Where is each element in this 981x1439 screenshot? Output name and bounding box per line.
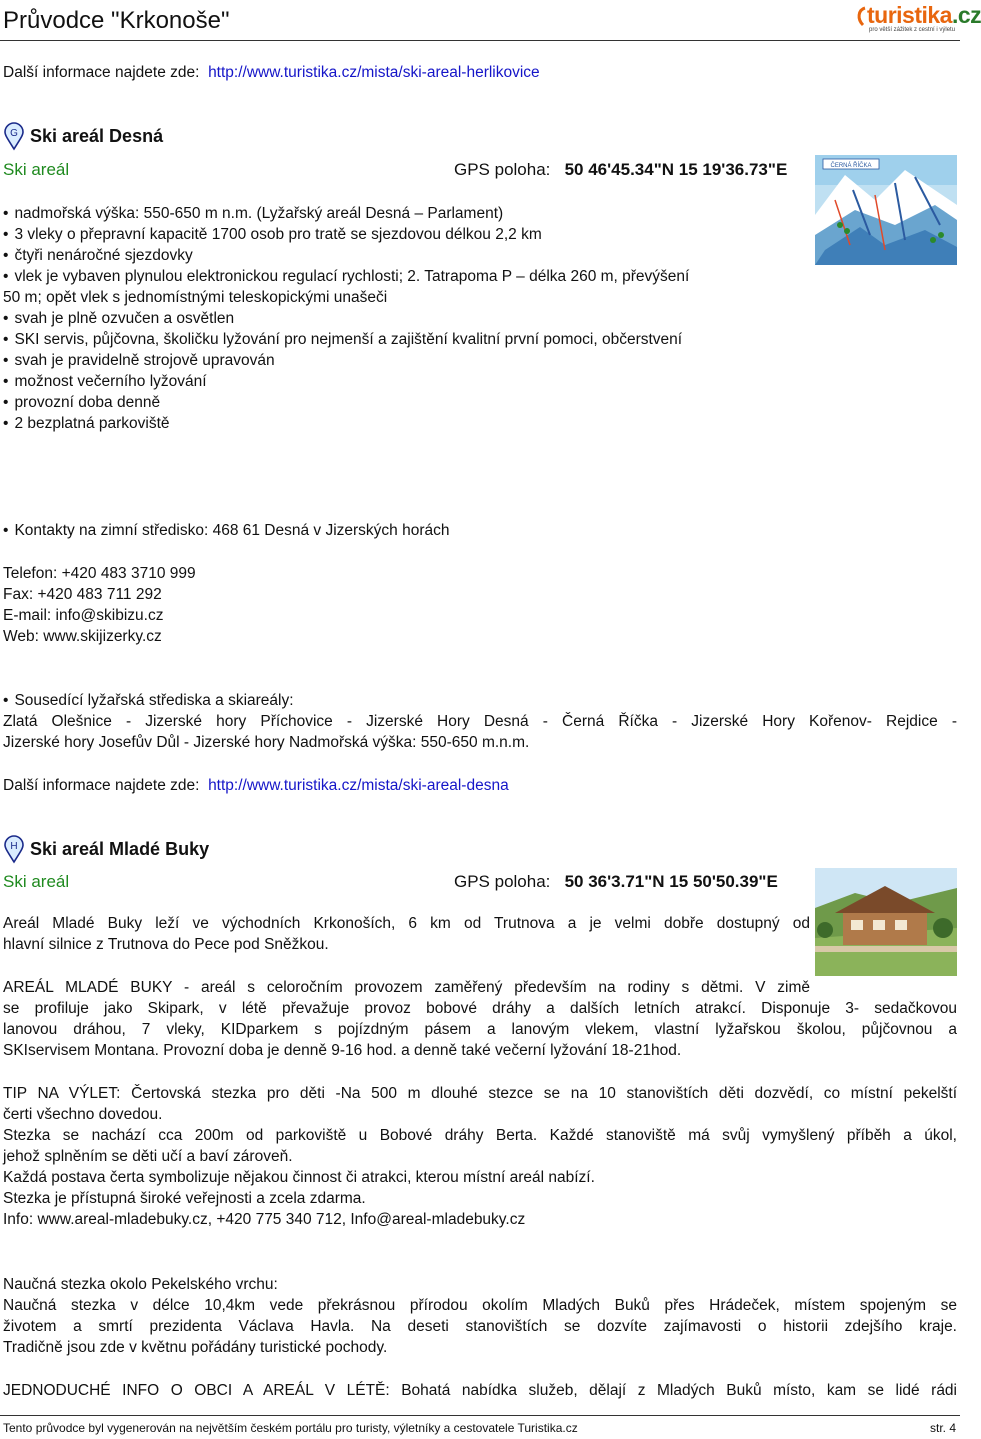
neighbors-heading: • Sousedící lyžařská střediska a skiareály: — [3, 690, 294, 711]
tip-line: jehož splněním se děti učí a baví zároveň. — [3, 1148, 293, 1165]
buky-paragraph-line: AREÁL MLADÉ BUKY - areál s celoročním provozem zaměřený především na rodiny s dětmi. V zimě — [3, 979, 810, 996]
pin-letter: G — [10, 128, 18, 139]
tip-line: TIP NA VÝLET: Čertovská stezka pro děti -Na 500 m dlouhé stezce se na 10 stanovištích děti dozvědí, co místní pekelští — [3, 1085, 957, 1102]
tip-line: Každá postava čerta symbolizuje nějakou činnost či atrakci, kterou místní areál nabízí. — [3, 1169, 595, 1186]
document-title: Průvodce "Krkonoše" — [3, 7, 230, 34]
more-info-desna: Další informace najdete zde: http://www.turistika.cz/mista/ski-areal-desna — [3, 777, 509, 794]
category-label: Ski areál — [3, 872, 70, 891]
gps-position: GPS poloha: 50 36'3.71"N 15 50'50.39"E — [454, 872, 778, 891]
buky-intro-line: hlavní silnice z Trutnova do Pece pod Sněžkou. — [3, 936, 329, 953]
section-title: Ski areál Mladé Buky — [30, 839, 210, 859]
list-item: • svah je plně ozvučen a osvětlen — [3, 308, 234, 329]
page-number: str. 4 — [929, 1421, 956, 1435]
turistika-logo[interactable] — [855, 2, 981, 36]
summer-info-line: JEDNODUCHÉ INFO O OBCI A AREÁL V LÉTĚ: Bohatá nabídka služeb, dělají z Mladých Buků místo, kam se lidé rádi — [3, 1382, 957, 1399]
neighbors-line: Zlatá Olešnice - Jizerské hory Příchovice - Jizerské Hory Desná - Černá Říčka - Jizerské Hory Kořenov- Rejdice - — [3, 713, 957, 730]
desna-ski-map-image — [815, 155, 957, 265]
list-item: • vlek je vybaven plynulou elektronickou regulací rychlosti; 2. Tatrapoma P – délka 260 m, převýšení — [3, 266, 689, 287]
list-item: • 3 vleky o přepravní kapacitě 1700 osob pro tratě se sjezdovou délkou 2,2 km — [3, 224, 542, 245]
contact-email: E-mail: info@skibizu.cz — [3, 607, 164, 624]
trail-heading: Naučná stezka okolo Pekelského vrchu: — [3, 1276, 278, 1293]
herlikovice-link[interactable]: http://www.turistika.cz/mista/ski-areal-herlikovice — [208, 64, 540, 81]
logo-tagline: pro větší zážitek z cestní i výletu — [869, 27, 956, 33]
list-item: • nadmořská výška: 550-650 m n.m. (Lyžařský areál Desná – Parlament) — [3, 203, 503, 224]
footer-text: Tento průvodce byl vygenerován na největším českém portálu pro turisty, výletníky a cestovatele Turistika.cz — [3, 1421, 578, 1435]
section-title: Ski areál Desná — [30, 126, 164, 146]
page-header — [0, 0, 981, 41]
list-item: • svah je pravidelně strojově upravován — [3, 350, 275, 371]
pin-letter: H — [10, 841, 18, 852]
buky-intro-line: Areál Mladé Buky leží ve východních Krkonoších, 6 km od Trutnova a je velmi dobře dostupný od — [3, 915, 810, 932]
mlade-buky-photo — [815, 868, 957, 976]
buky-paragraph-line: se profiluje jako Skipark, v létě převažuje provoz bobové dráhy a dalších letních atrakcí. Disponuje 3- sedačkovou — [3, 1000, 957, 1017]
map-pin-h-icon — [3, 835, 25, 863]
buky-paragraph-line: SKIservisem Montana. Provozní doba je denně 9-16 hod. a denně také večerní lyžování 18-21hod. — [3, 1042, 682, 1059]
tip-line: Stezka se nachází cca 200m od parkoviště u Bobové dráhy Berta. Každé stanoviště má svůj vymyšlený příběh a úkol, — [3, 1127, 957, 1144]
contact-fax: Fax: +420 483 711 292 — [3, 586, 162, 603]
page-footer — [0, 1415, 960, 1437]
desna-link[interactable]: http://www.turistika.cz/mista/ski-areal-desna — [208, 777, 509, 794]
map-label: ČERNÁ ŘÍČKA — [830, 163, 872, 169]
tip-line: čerti všechno dovedou. — [3, 1106, 163, 1123]
category-label: Ski areál — [3, 160, 70, 179]
gps-position: GPS poloha: 50 46'45.34"N 15 19'36.73"E — [454, 160, 788, 179]
neighbors-line: Jizerské hory Josefův Důl - Jizerské hory Nadmořská výška: 550-650 m.n.m. — [3, 734, 530, 751]
trail-line: Naučná stezka v délce 10,4km vede překrásnou přírodou okolím Mladých Buků přes Hrádeček, místem spojeným se — [3, 1297, 957, 1314]
tip-line: Stezka je přístupná široké veřejnosti a zcela zdarma. — [3, 1190, 366, 1207]
trail-line: životem a smrtí prezidenta Václava Havla. Na deseti stanovištích se dozvíte zajímavosti o historii zdejšího kraje. — [3, 1318, 957, 1335]
logo-wordmark: turistika.cz — [867, 2, 981, 28]
buky-paragraph-line: lanovou dráhou, 7 vleky, KIDparkem s pojízdným pásem a lanovým vlekem, vlastní lyžařskou školou, půjčovnou a — [3, 1021, 957, 1038]
list-item-continuation: 50 m; opět vlek s jednomístnými teleskopickými unašeči — [3, 289, 388, 306]
list-item: • 2 bezplatná parkoviště — [3, 413, 170, 434]
list-item: • SKI servis, půjčovna, školičku lyžování pro nejmenší a zajištění kvalitní první pomoci, občerstvení — [3, 329, 682, 350]
trail-line: Tradičně jsou zde v květnu pořádány turistické pochody. — [3, 1339, 388, 1356]
map-pin-g-icon — [3, 122, 25, 150]
list-item: • možnost večerního lyžování — [3, 371, 207, 392]
tip-line: Info: www.areal-mladebuky.cz, +420 775 340 712, Info@areal-mladebuky.cz — [3, 1211, 526, 1228]
contact-web: Web: www.skijizerky.cz — [3, 628, 162, 645]
contacts-heading: • Kontakty na zimní středisko: 468 61 Desná v Jizerských horách — [3, 520, 450, 541]
more-info-herlikovice: Další informace najdete zde: http://www.turistika.cz/mista/ski-areal-herlikovice — [3, 64, 540, 81]
list-item: • provozní doba denně — [3, 392, 160, 413]
list-item: • čtyři nenáročné sjezdovky — [3, 245, 193, 266]
contact-phone: Telefon: +420 483 3710 999 — [3, 565, 196, 582]
